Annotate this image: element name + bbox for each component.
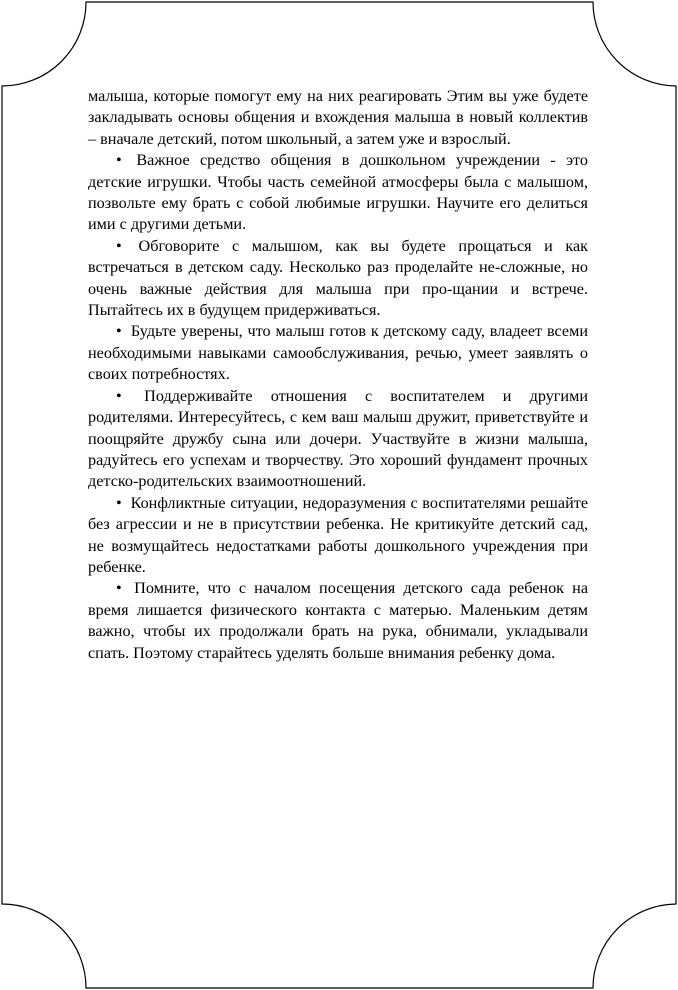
list-item	[88, 236, 588, 322]
bullet-icon: •	[116, 579, 122, 598]
list-item	[88, 150, 588, 236]
list-item-text: Поддерживайте отношения с воспитателем и другими родителями. Интересуйтесь, с кем ваш малыш дружит, приветствуйте и поощряйте дружбу сына или дочери. Участвуйте в жизни малыша, радуйтесь его успехам и творчеству. Это хороший фундамент прочных детско-родительских взаимоотношений.	[88, 386, 588, 491]
list-item	[88, 321, 588, 385]
list-item	[88, 578, 588, 664]
bullet-icon: •	[116, 386, 122, 405]
bullet-icon: •	[116, 151, 122, 170]
list-item-text: Помните, что с началом посещения детского сада ребенок на время лишается физического контакта с матерью. Маленьким детям важно, чтобы их продолжали брать на рука, обнимали, укладывали спать. Поэтому старайтесь уделять больше внимания ребенку дома.	[88, 579, 589, 662]
bullet-icon: •	[116, 236, 122, 255]
list-item-text: Конфликтные ситуации, недоразумения с воспитателями решайте без агрессии и не в присутствии ребенка. Не критикуйте детский сад, не возмущайтесь недостатками работы дошкольного учреждения при ребенке.	[88, 493, 589, 576]
bullet-icon: •	[116, 322, 122, 341]
document-body	[88, 86, 588, 664]
list-item-text: Обговорите с малышом, как вы будете прощаться и как встречаться в детском саду. Несколько раз проделайте не-сложные, но очень важные действия для малыша при про-щании и встрече. Пытайтесь их в будущем придерживаться.	[88, 236, 588, 320]
intro-paragraph: малыша, которые помогут ему на них реагировать Этим вы уже будете закладывать основы общения и вхождения малыша в новый коллектив – вначале детский, потом школьный, а затем уже и взрослый.	[88, 87, 588, 148]
list-item-text: Важное средство общения в дошкольном учреждении - это детские игрушки. Чтобы часть семейной атмосферы была с малышом, позвольте ему брать с собой любимые игрушки. Научите его делиться ими с другими детьми.	[88, 151, 589, 234]
list-item	[88, 386, 588, 493]
bullet-icon: •	[116, 493, 122, 512]
list-item	[88, 493, 588, 579]
list-item-text: Будьте уверены, что малыш готов к детскому саду, владеет всеми необходимыми навыками самообслуживания, речью, умеет заявлять о своих потребностях.	[88, 322, 589, 384]
